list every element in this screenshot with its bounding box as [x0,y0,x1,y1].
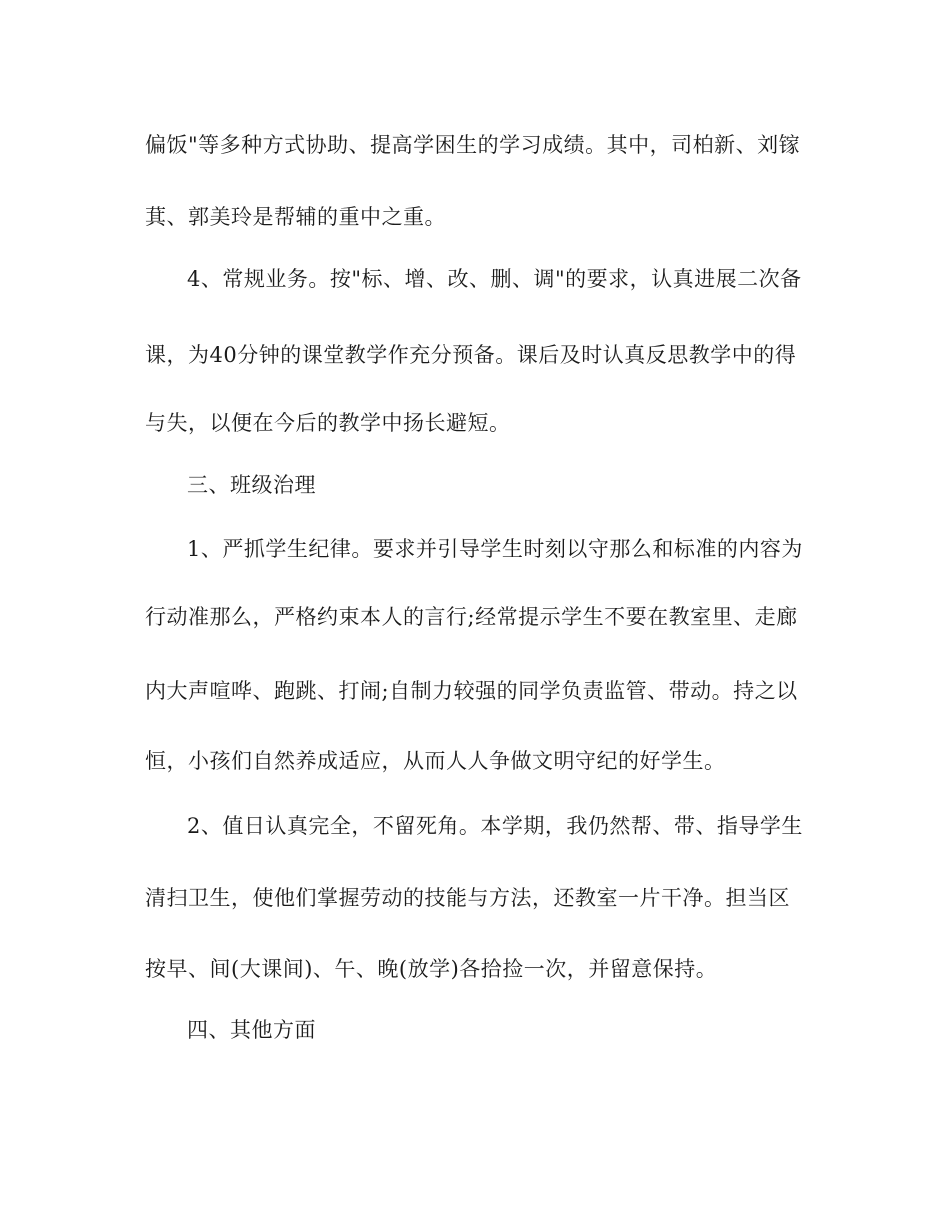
text-line: 与失，以便在今后的教学中扬长避短。 [145,411,511,435]
text-line: 萁、郭美玲是帮辅的重中之重。 [145,205,446,229]
text-line: 清扫卫生，使他们掌握劳动的技能与方法，还教室一片干净。担当区 [145,886,790,910]
text-line: 课，为40分钟的课堂教学作充分预备。课后及时认真反思教学中的得 [145,343,797,367]
paragraph-line: 1、严抓学生纪律。要求并引导学生时刻以守那么和标准的内容为 [187,537,803,561]
text-line: 行动准那么，严格约束本人的言行;经常提示学生不要在教室里、走廊 [145,605,798,629]
section-heading: 四、其他方面 [187,1018,316,1042]
text-line: 按早、间(大课间)、午、晚(放学)各拾捡一次，并留意保持。 [145,957,718,981]
text-line: 偏饭"等多种方式协助、提高学困生的学习成绩。其中，司柏新、刘镓 [145,133,801,157]
text-line: 恒，小孩们自然养成适应，从而人人争做文明守纪的好学生。 [145,749,726,773]
paragraph-line: 4、常规业务。按"标、增、改、删、调"的要求，认真进展二次备 [187,267,802,291]
text-line: 内大声喧哗、跑跳、打闹;自制力较强的同学负责监管、带动。持之以 [145,679,798,703]
section-heading: 三、班级治理 [187,473,316,497]
paragraph-line: 2、值日认真完全，不留死角。本学期，我仍然帮、带、指导学生 [187,814,803,838]
